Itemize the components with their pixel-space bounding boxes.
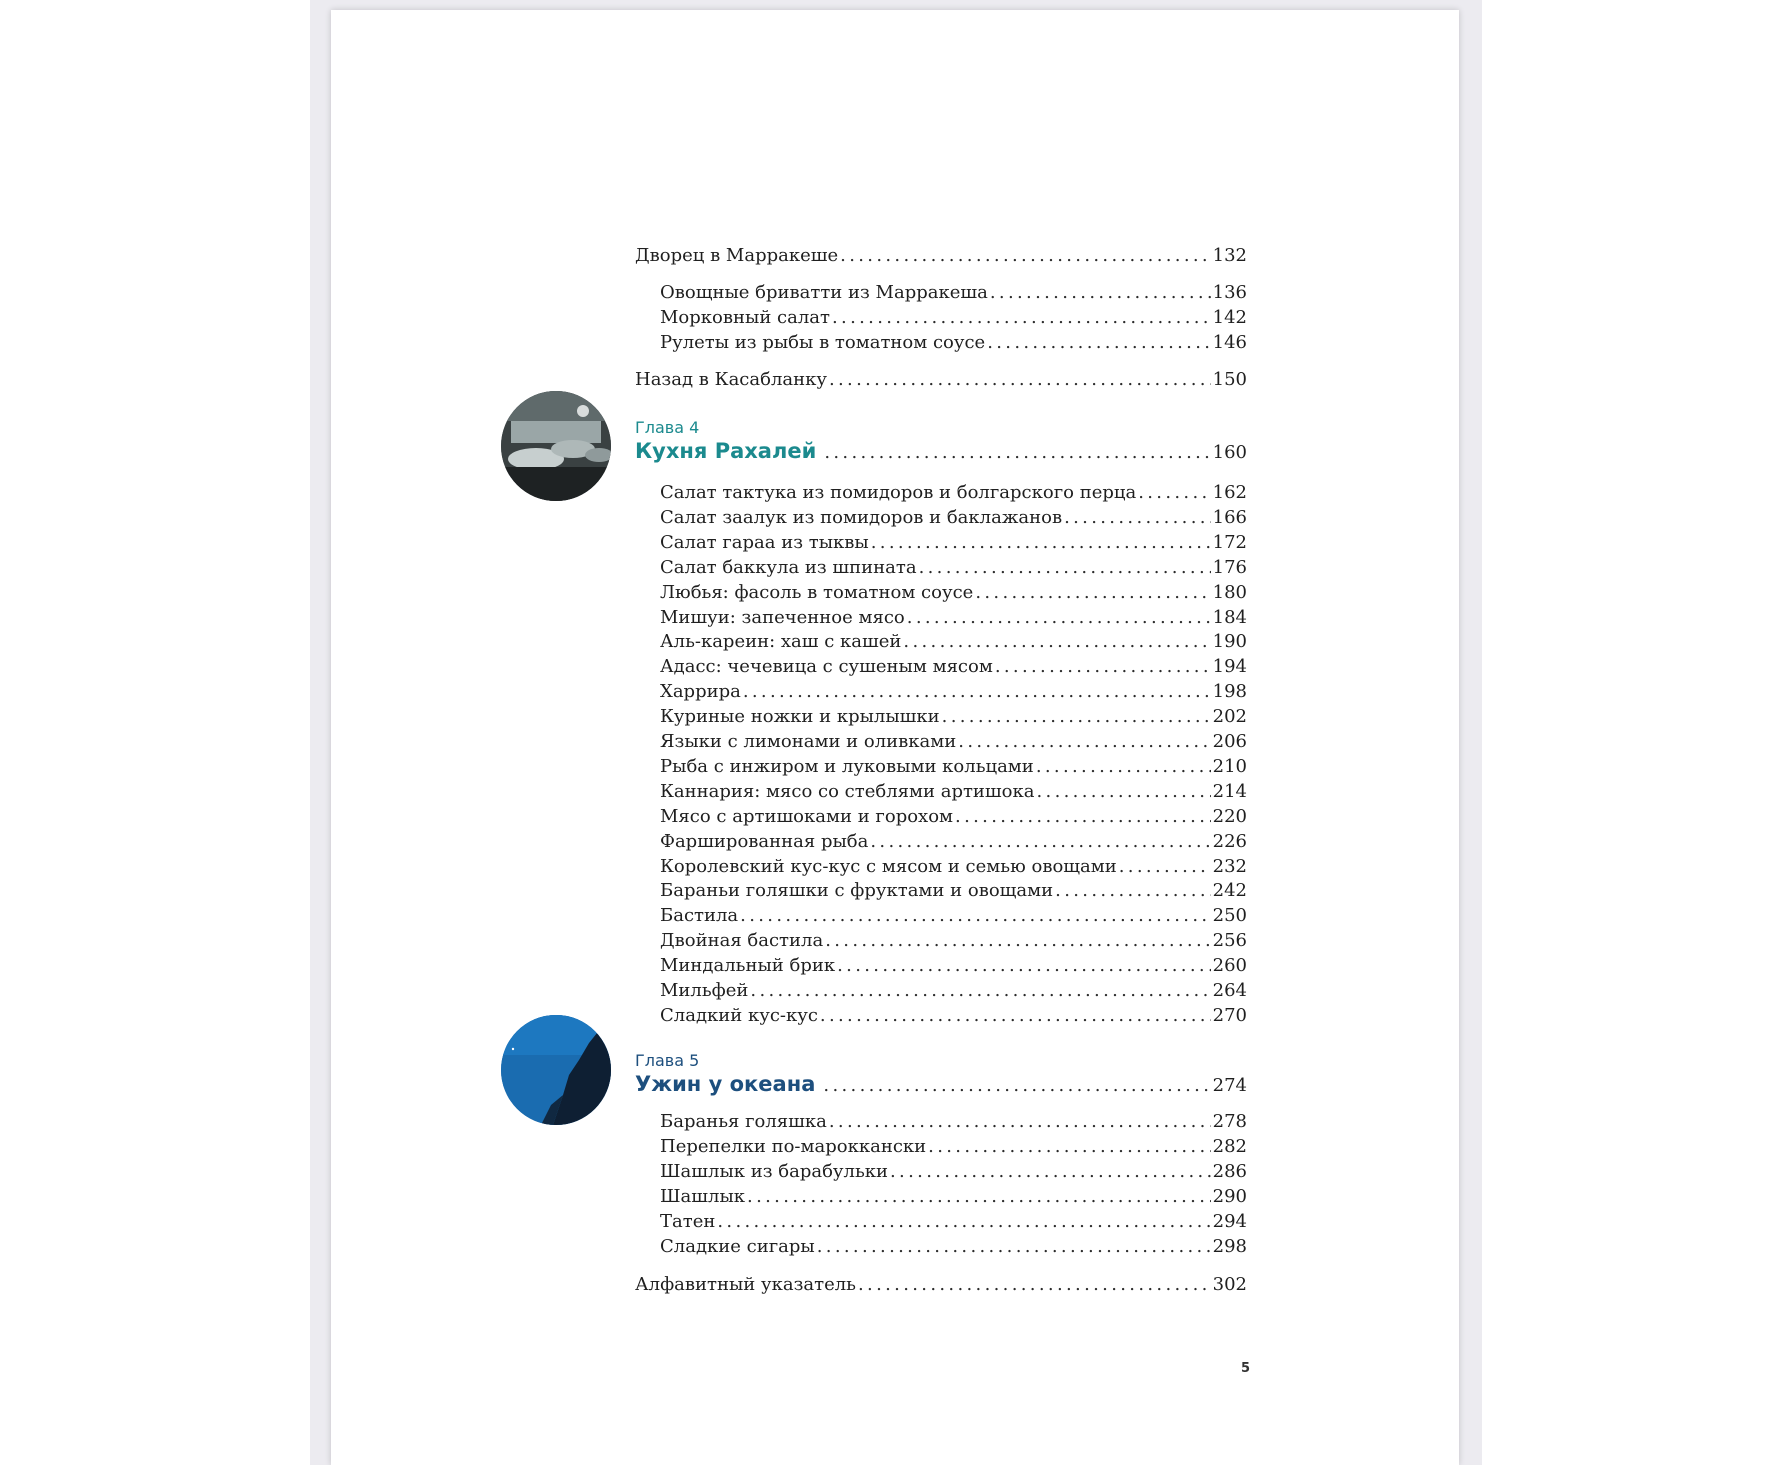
toc-entry-page: 146 xyxy=(1212,332,1247,353)
leader-dots xyxy=(817,1236,1211,1258)
toc-entry[interactable] xyxy=(660,831,1247,853)
toc-entry-page: 302 xyxy=(1212,1274,1247,1295)
toc-entry-title: Татен xyxy=(660,1210,716,1232)
leader-dots xyxy=(870,831,1210,853)
toc-entry-page: 270 xyxy=(1212,1004,1247,1026)
toc-entry[interactable] xyxy=(660,806,1247,828)
leader-dots xyxy=(1036,781,1210,803)
toc-entry-page: 180 xyxy=(1212,581,1247,603)
toc-entry-page: 256 xyxy=(1212,930,1247,952)
leader-dots xyxy=(975,582,1210,604)
toc-entry[interactable] xyxy=(660,482,1247,504)
toc-entry-title: Бастила xyxy=(660,905,739,927)
leader-dots xyxy=(919,557,1211,579)
toc-entry[interactable] xyxy=(660,607,1247,629)
toc-entry-title: Рулеты из рыбы в томатном соусе xyxy=(660,332,986,353)
toc-entry-page: 220 xyxy=(1212,805,1247,827)
toc-entry[interactable] xyxy=(660,532,1247,554)
chapter4-page: 160 xyxy=(1212,442,1247,463)
leader-dots xyxy=(825,930,1210,952)
leader-dots xyxy=(995,656,1211,678)
leader-dots xyxy=(832,307,1211,329)
leader-dots xyxy=(743,681,1211,703)
toc-entry[interactable] xyxy=(635,369,1247,391)
chapter5-label: Глава 5 xyxy=(635,1051,700,1070)
toc-entry[interactable] xyxy=(660,1111,1247,1133)
toc-entry[interactable] xyxy=(660,681,1247,703)
leader-dots xyxy=(820,1005,1211,1027)
toc-entry-page: 198 xyxy=(1212,681,1247,703)
toc-entry[interactable] xyxy=(660,980,1247,1002)
toc-entry-title: Сладкий кус-кус xyxy=(660,1004,818,1026)
leader-dots xyxy=(829,369,1211,391)
leader-dots xyxy=(823,1073,1208,1099)
toc-entry-page: 214 xyxy=(1212,780,1247,802)
toc-entry-page: 232 xyxy=(1212,855,1247,877)
leader-dots xyxy=(1138,482,1210,504)
leader-dots xyxy=(750,980,1210,1002)
toc-entry[interactable] xyxy=(660,1161,1247,1183)
toc-entry-title: Морковный салат xyxy=(660,307,830,328)
toc-entry-title: Салат баккула из шпината xyxy=(660,556,917,578)
toc-entry[interactable] xyxy=(660,781,1247,803)
toc-entry[interactable] xyxy=(660,1005,1247,1027)
toc-entry-page: 226 xyxy=(1212,830,1247,852)
toc-entry-title: Бараньи голяшки с фруктами и овощами xyxy=(660,880,1054,902)
toc-entry-page: 206 xyxy=(1212,731,1247,752)
toc-entry-title: Салат тактука из помидоров и болгарского перца xyxy=(660,482,1137,503)
toc-entry-title: Салат гараа из тыквы xyxy=(660,531,869,553)
leader-dots xyxy=(1119,856,1211,878)
chapter4-photo xyxy=(501,391,611,501)
toc-entry-page: 136 xyxy=(1212,282,1247,303)
toc-entry-title: Языки с лимонами и оливками xyxy=(660,731,957,752)
chapter5-photo xyxy=(501,1015,611,1125)
leader-dots xyxy=(829,1111,1211,1133)
toc-entry[interactable] xyxy=(660,507,1247,529)
toc-entry[interactable] xyxy=(660,582,1247,604)
toc-entry-page: 242 xyxy=(1212,880,1247,902)
toc-entry-title: Рыба с инжиром и луковыми кольцами xyxy=(660,755,1034,777)
toc-entry-title: Любья: фасоль в томатном соусе xyxy=(660,581,974,603)
toc-entry-page: 132 xyxy=(1212,245,1247,266)
leader-dots xyxy=(928,1136,1210,1158)
chapter5-page: 274 xyxy=(1212,1075,1247,1096)
chapter5-title: Ужин у океана xyxy=(635,1072,816,1096)
toc-entry-title: Салат заалук из помидоров и баклажанов xyxy=(660,506,1063,528)
leader-dots xyxy=(990,282,1211,304)
leader-dots xyxy=(871,532,1211,554)
toc-entry-title: Куриные ножки и крылышки xyxy=(660,706,940,728)
toc-entry-title: Алфавитный указатель xyxy=(635,1274,856,1295)
toc-entry-title: Королевский кус-кус с мясом и семью овощами xyxy=(660,855,1117,877)
chapter4-title: Кухня Рахалей xyxy=(635,439,817,463)
toc-entry[interactable] xyxy=(660,282,1247,304)
toc-entry-page: 194 xyxy=(1212,656,1247,678)
toc-entry-page: 286 xyxy=(1212,1160,1247,1182)
toc-entry[interactable] xyxy=(660,880,1247,902)
toc-entry-title: Каннария: мясо со стеблями артишока xyxy=(660,780,1035,802)
toc-entry-title: Шашлык xyxy=(660,1185,746,1207)
toc-entry[interactable] xyxy=(660,631,1247,653)
leader-dots xyxy=(890,1161,1211,1183)
chapter4-label: Глава 4 xyxy=(635,418,700,437)
toc-entry-page: 278 xyxy=(1212,1111,1247,1132)
toc-entry-title: Мишуи: запеченное мясо xyxy=(660,606,905,628)
leader-dots xyxy=(840,245,1210,267)
toc-entry[interactable] xyxy=(660,557,1247,579)
toc-entry-page: 294 xyxy=(1212,1210,1247,1232)
toc-entry-page: 250 xyxy=(1212,905,1247,927)
toc-entry-title: Аль-кареин: хаш с кашей xyxy=(660,631,902,653)
toc-entry-title: Назад в Касабланку xyxy=(635,369,827,390)
toc-entry[interactable] xyxy=(660,1236,1247,1258)
toc-entry-page: 290 xyxy=(1212,1185,1247,1207)
leader-dots xyxy=(903,631,1210,653)
leader-dots xyxy=(717,1211,1210,1233)
toc-entry[interactable] xyxy=(635,1274,1247,1296)
leader-dots xyxy=(987,332,1210,354)
toc-entry-title: Мясо с артишоками и горохом xyxy=(660,805,954,827)
leader-dots xyxy=(837,955,1211,977)
toc-entry-page: 172 xyxy=(1212,531,1247,553)
toc-entry[interactable] xyxy=(660,955,1247,977)
toc-entry[interactable] xyxy=(660,307,1247,329)
toc-entry-page: 260 xyxy=(1212,955,1247,977)
toc-entry-title: Шашлык из барабульки xyxy=(660,1160,889,1182)
leader-dots xyxy=(1055,880,1210,902)
toc-entry[interactable] xyxy=(660,1211,1247,1233)
toc-entry-page: 176 xyxy=(1212,556,1247,578)
toc-entry-title: Адасс: чечевица с сушеным мясом xyxy=(660,656,993,678)
leader-dots xyxy=(740,905,1210,927)
toc-entry[interactable] xyxy=(660,756,1247,778)
toc-entry-title: Харрира xyxy=(660,681,741,703)
leader-dots xyxy=(907,607,1211,629)
toc-entry[interactable] xyxy=(660,1136,1247,1158)
toc-entry[interactable] xyxy=(660,656,1247,678)
toc-entry[interactable] xyxy=(660,1186,1247,1208)
page-number: 5 xyxy=(1241,1361,1251,1376)
leader-dots xyxy=(858,1274,1211,1296)
chapter5-heading[interactable] xyxy=(635,1071,1247,1097)
leader-dots xyxy=(958,731,1210,753)
toc-entry-page: 202 xyxy=(1212,706,1247,728)
toc-entry-title: Сладкие сигары xyxy=(660,1235,815,1257)
toc-entry-page: 264 xyxy=(1212,980,1247,1001)
toc-entry-title: Мильфей xyxy=(660,980,749,1001)
toc-entry-page: 162 xyxy=(1212,482,1247,503)
toc-entry[interactable] xyxy=(660,706,1247,728)
toc-entry[interactable] xyxy=(660,332,1247,354)
leader-dots xyxy=(1036,756,1211,778)
toc-entry-page: 210 xyxy=(1212,755,1247,777)
chapter4-heading[interactable] xyxy=(635,438,1247,464)
toc-entry-page: 184 xyxy=(1212,606,1247,628)
leader-dots xyxy=(747,1186,1211,1208)
toc-entry-page: 142 xyxy=(1212,307,1247,328)
toc-entry-page: 166 xyxy=(1212,506,1247,528)
toc-entry-title: Овощные бриватти из Марракеша xyxy=(660,282,988,303)
toc-entry-title: Перепелки по-мароккански xyxy=(660,1135,927,1157)
toc-entry-title: Миндальный брик xyxy=(660,955,836,977)
toc-entry-page: 150 xyxy=(1212,369,1247,390)
toc-entry-page: 190 xyxy=(1212,631,1247,653)
toc-entry-page: 282 xyxy=(1212,1135,1247,1157)
toc-entry-title: Баранья голяшка xyxy=(660,1111,827,1132)
toc-entry[interactable] xyxy=(635,245,1247,267)
leader-dots xyxy=(955,806,1211,828)
leader-dots xyxy=(824,440,1208,466)
toc-entry-title: Двойная бастила xyxy=(660,930,824,952)
toc-entry-title: Дворец в Марракеше xyxy=(635,245,839,266)
toc-entry[interactable] xyxy=(660,856,1247,878)
toc-entry[interactable] xyxy=(660,731,1247,753)
toc-entry[interactable] xyxy=(660,905,1247,927)
toc-entry[interactable] xyxy=(660,930,1247,952)
toc-entry-title: Фаршированная рыба xyxy=(660,830,869,852)
toc-entry-page: 298 xyxy=(1212,1235,1247,1257)
leader-dots xyxy=(942,706,1211,728)
leader-dots xyxy=(1064,507,1211,529)
